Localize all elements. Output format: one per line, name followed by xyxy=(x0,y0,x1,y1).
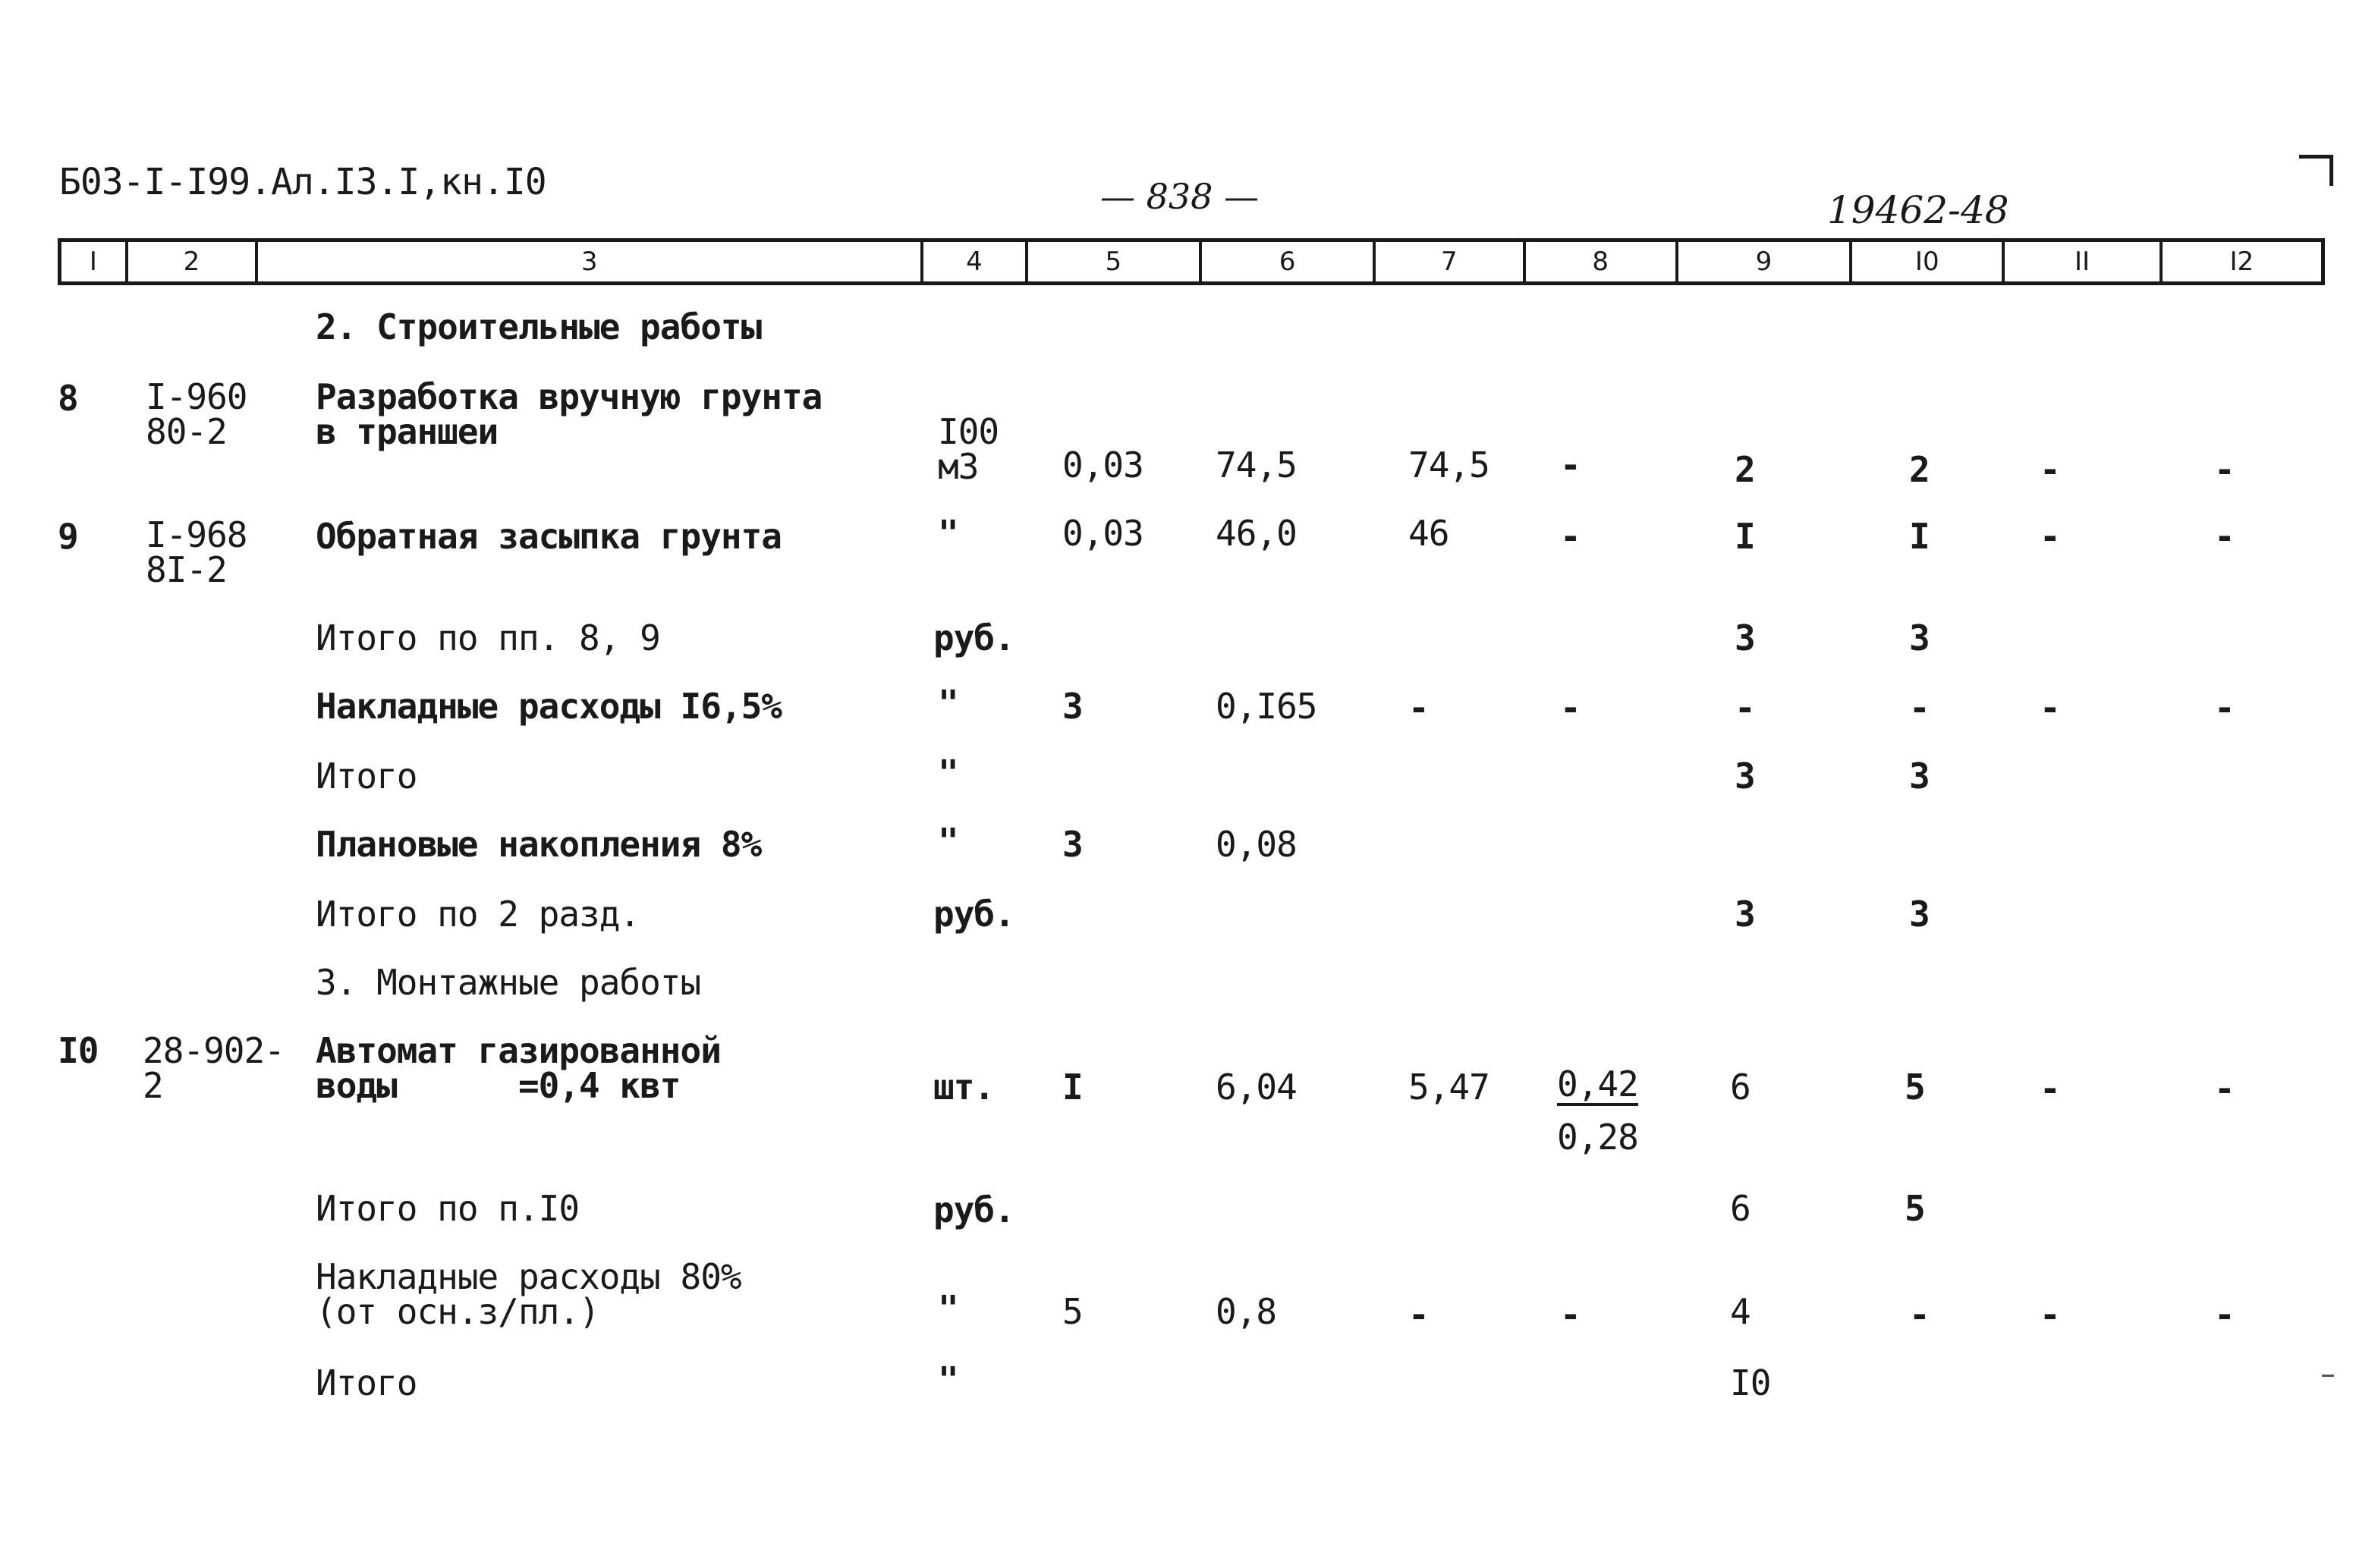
row-8-c7: 74,5 xyxy=(1408,445,1489,485)
total-section-2-c9: 3 xyxy=(1735,894,1755,935)
row-10-c6: 6,04 xyxy=(1216,1067,1297,1108)
subtotal-8-9-c9: 3 xyxy=(1735,617,1755,658)
row-9-number: 9 xyxy=(58,516,78,557)
row-9-description: Обратная засыпка грунта xyxy=(316,516,782,557)
section-heading-2: 2. Строительные работы xyxy=(316,306,762,347)
overhead-16-5-c7: - xyxy=(1408,687,1429,728)
overhead-80-c6: 0,8 xyxy=(1216,1291,1277,1332)
overhead-80-c10: - xyxy=(1909,1294,1930,1335)
overhead-80-c11: - xyxy=(2040,1294,2060,1335)
overhead-16-5-c8: - xyxy=(1560,687,1581,728)
page-number: — 838 — xyxy=(1100,176,1260,217)
row-9-unit: " xyxy=(938,513,958,554)
row-9-c5: 0,03 xyxy=(1062,513,1143,554)
row-10-c7: 5,47 xyxy=(1408,1067,1489,1108)
subtotal-8-9-label: Итого по пп. 8, 9 xyxy=(316,617,660,658)
column-header-3: 3 xyxy=(258,242,923,281)
column-header-row xyxy=(58,238,2325,285)
column-header-2: 2 xyxy=(128,242,258,281)
row-9-code: I-968 8I-2 xyxy=(146,514,247,590)
column-header-5: 5 xyxy=(1028,242,1202,281)
row-9-c9: I xyxy=(1735,516,1755,557)
total-section-2-c10: 3 xyxy=(1909,894,1930,935)
row-9-c11: - xyxy=(2040,516,2060,557)
row-10-code: 28-902- 2 xyxy=(143,1030,285,1106)
row-10-c11: - xyxy=(2040,1068,2060,1109)
row-10-description: Автомат газированной воды =0,4 квт xyxy=(316,1030,721,1106)
column-header-12: I2 xyxy=(2229,247,2254,277)
row-8-c6: 74,5 xyxy=(1216,445,1297,485)
column-header-7: 7 xyxy=(1376,242,1525,281)
row-8-c9: 2 xyxy=(1735,449,1755,490)
corner-mark xyxy=(2299,155,2333,186)
row-9-c12: - xyxy=(2214,516,2235,557)
subtotal-10-c9: 6 xyxy=(1730,1188,1751,1229)
row-8-description: Разработка вручную грунта в траншеи xyxy=(316,376,823,452)
subtotal-10-label: Итого по п.I0 xyxy=(316,1188,580,1229)
planned-savings-label: Плановые накопления 8% xyxy=(316,824,762,865)
column-header-10: I0 xyxy=(1852,242,2005,281)
total-a-c9: 3 xyxy=(1735,756,1755,797)
subtotal-8-9-unit: руб. xyxy=(933,617,1014,658)
row-10-c9: 6 xyxy=(1730,1067,1751,1108)
row-8-c5: 0,03 xyxy=(1062,445,1143,485)
overhead-80-c9: 4 xyxy=(1730,1291,1751,1332)
overhead-16-5-c11: - xyxy=(2040,687,2060,728)
row-8-number: 8 xyxy=(58,378,78,419)
row-9-c6: 46,0 xyxy=(1216,513,1297,554)
overhead-80-label: Накладные расходы 80% (от осн.з/пл.) xyxy=(316,1256,741,1332)
overhead-16-5-c10: - xyxy=(1909,687,1930,728)
overhead-80-unit: " xyxy=(938,1288,958,1329)
total-section-2-label: Итого по 2 разд. xyxy=(316,894,640,935)
overhead-16-5-c9: - xyxy=(1735,687,1755,728)
row-9-c10: I xyxy=(1909,516,1930,557)
document-code: Б03-I-I99.Ал.I3.I,кн.I0 xyxy=(59,161,546,203)
row-8-code: I-960 80-2 xyxy=(146,376,247,452)
overhead-16-5-c12: - xyxy=(2214,687,2235,728)
row-9-c7: 46 xyxy=(1408,513,1449,554)
row-9-c8: - xyxy=(1560,516,1581,557)
registration-number: 19462-48 xyxy=(1827,188,2009,232)
overhead-16-5-unit: " xyxy=(938,683,958,724)
overhead-16-5-c6: 0,I65 xyxy=(1216,686,1317,727)
column-header-11: II xyxy=(2005,242,2162,281)
section-heading-3: 3. Монтажные работы xyxy=(316,962,701,1003)
row-8-c8: - xyxy=(1560,445,1581,485)
overhead-16-5-c5: 3 xyxy=(1062,686,1083,727)
overhead-80-c12: - xyxy=(2214,1294,2235,1335)
column-header-4: 4 xyxy=(923,242,1028,281)
total-a-unit: " xyxy=(938,753,958,793)
subtotal-10-unit: руб. xyxy=(933,1189,1014,1230)
row-10-c5: I xyxy=(1062,1067,1083,1108)
row-10-unit: шт. xyxy=(933,1067,995,1108)
overhead-16-5-label: Накладные расходы I6,5% xyxy=(316,686,782,727)
column-header-9: 9 xyxy=(1678,242,1852,281)
row-10-number: I0 xyxy=(58,1030,99,1071)
row-10-c10: 5 xyxy=(1905,1067,1925,1108)
total-section-2-unit: руб. xyxy=(933,894,1014,935)
subtotal-8-9-c10: 3 xyxy=(1909,617,1930,658)
overhead-80-c5: 5 xyxy=(1062,1291,1083,1332)
row-8-c10: 2 xyxy=(1909,449,1930,490)
planned-savings-c6: 0,08 xyxy=(1216,824,1297,865)
total-a-label: Итого xyxy=(316,756,417,797)
column-header-1: I xyxy=(61,242,128,281)
row-8-c11: - xyxy=(2040,449,2060,490)
planned-savings-unit: " xyxy=(938,821,958,862)
margin-tick xyxy=(2322,1375,2334,1377)
row-8-c12: - xyxy=(2214,449,2235,490)
column-header-8: 8 xyxy=(1526,242,1678,281)
planned-savings-c5: 3 xyxy=(1062,824,1083,865)
row-8-unit: I00 м3 xyxy=(938,411,999,487)
total-b-unit: " xyxy=(938,1359,958,1400)
column-header-6: 6 xyxy=(1202,242,1376,281)
row-10-c8-numerator: 0,42 xyxy=(1557,1064,1638,1105)
subtotal-10-c10: 5 xyxy=(1905,1188,1925,1229)
total-a-c10: 3 xyxy=(1909,756,1930,797)
row-10-c12: - xyxy=(2214,1068,2235,1109)
total-b-label: Итого xyxy=(316,1362,417,1403)
total-b-c9: I0 xyxy=(1730,1362,1771,1403)
row-10-c8-denominator: 0,28 xyxy=(1557,1117,1638,1158)
overhead-80-c8: - xyxy=(1560,1294,1581,1335)
overhead-80-c7: - xyxy=(1408,1294,1429,1335)
